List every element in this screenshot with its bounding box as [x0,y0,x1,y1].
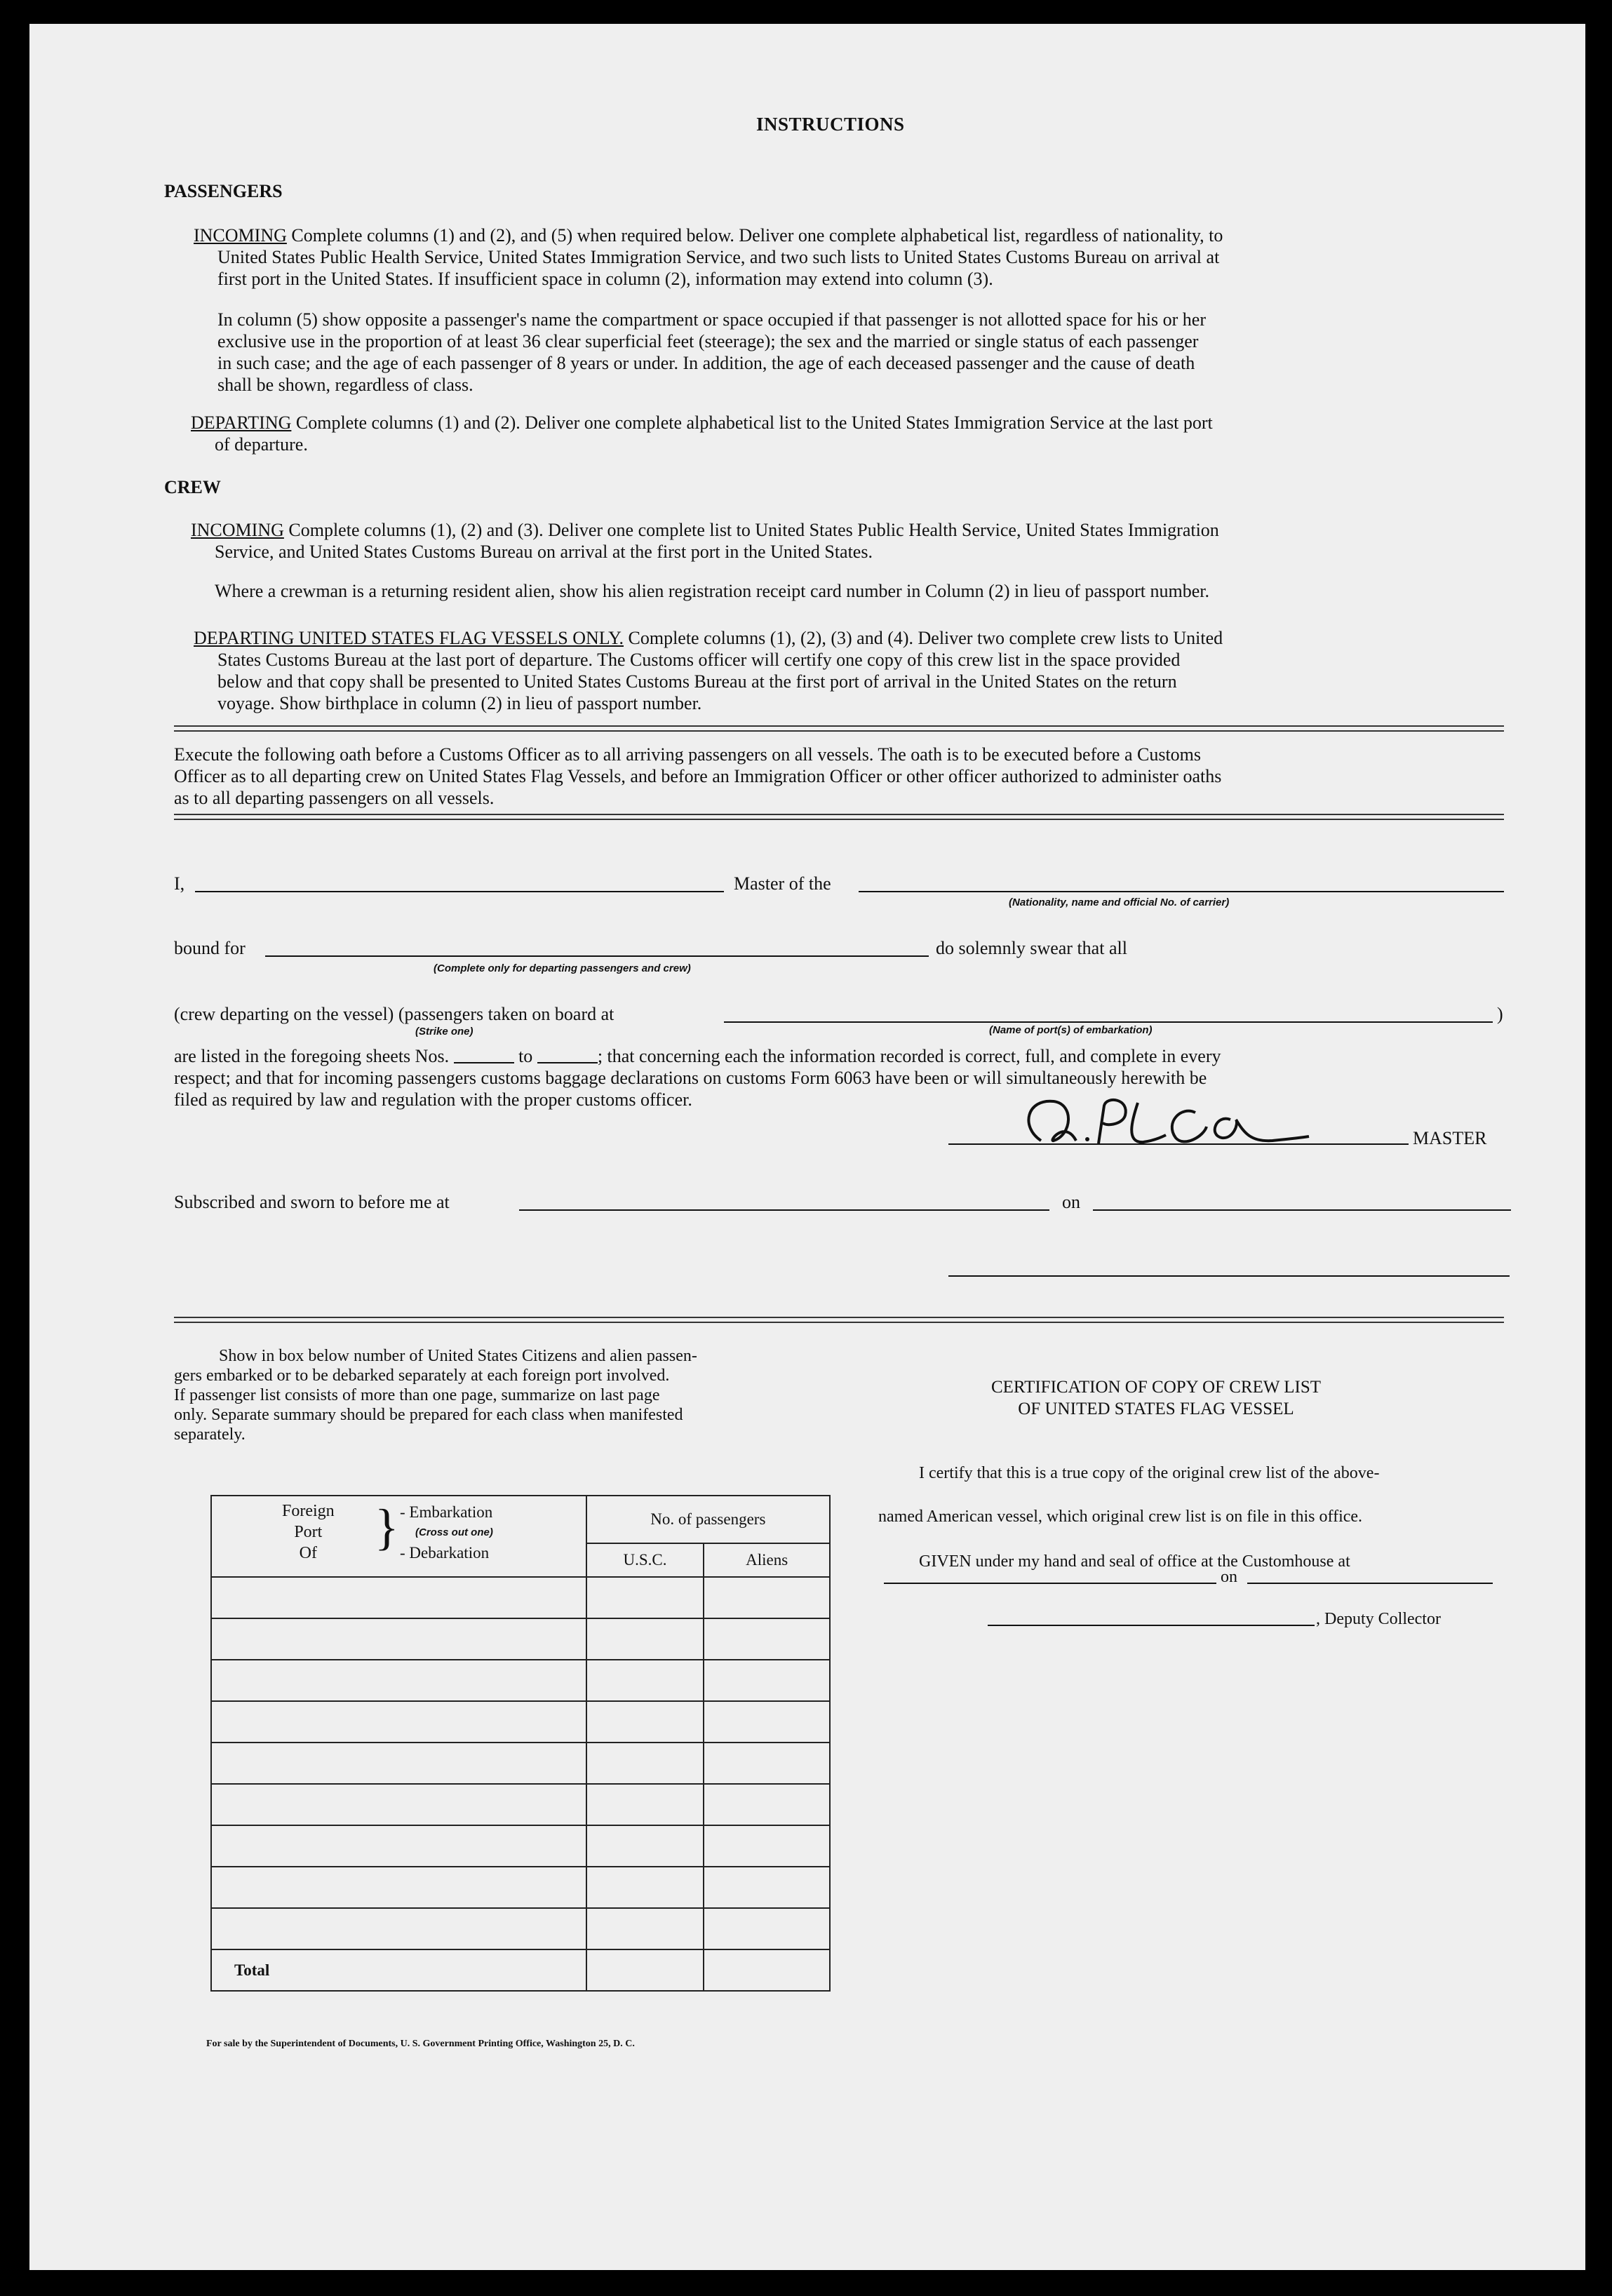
oath-line-3: filed as required by law and regulation with the proper customs officer. [174,1089,692,1110]
foreign-label: Foreign [282,1502,335,1520]
table-row [211,1825,830,1867]
aliens-cell[interactable] [704,1743,830,1784]
certification-title-line: OF UNITED STATES FLAG VESSEL [1018,1399,1294,1418]
crew-incoming [191,519,1219,563]
usc-cell[interactable] [586,1660,704,1701]
port-cell[interactable] [211,1867,586,1908]
incoming-line: Complete columns (1) and (2), and (5) when required below. Deliver one complete alphabetical list, regardless of nationality, to [291,225,1223,246]
crew-incoming-line: Complete columns (1), (2) and (3). Deliver one complete list to United States Public Health Service, United States Immigration [288,520,1219,540]
crew-departing-label: DEPARTING UNITED STATES FLAG VESSELS ONLY. [194,628,624,648]
oath-instructions-line: Execute the following oath before a Customs Officer as to all arriving passengers on all vessels. The oath is to be executed before a Customs [174,744,1202,765]
listed-line [174,1045,1221,1067]
subscribed-label: Subscribed and sworn to before me at [174,1192,450,1212]
summary-instructions-line: If passenger list consists of more than one page, summarize on last page [174,1386,660,1404]
to-label: to [518,1046,533,1066]
total-usc-cell[interactable] [586,1949,704,1991]
summary-instructions-line: Show in box below number of United States Citizens and alien passen- [219,1347,697,1365]
listed-prefix: are listed in the foregoing sheets Nos. [174,1046,450,1066]
aliens-cell[interactable] [704,1701,830,1743]
passenger-summary-table [210,1495,831,1992]
foreign-port-header [211,1496,586,1577]
form-page [29,24,1585,2270]
listed-suffix: ; that concerning each the information recorded is correct, full, and complete in every [597,1046,1221,1066]
oath-instructions [174,744,1221,809]
master-signature [1020,1092,1315,1156]
table-row [211,1660,830,1701]
aliens-cell[interactable] [704,1867,830,1908]
incoming-line: United States Public Health Service, United States Immigration Service, and two such lists to United States Customs Bureau on arrival at [217,247,1220,267]
port-cell[interactable] [211,1701,586,1743]
crew-departing-line: Complete columns (1), (2), (3) and (4). Deliver two complete crew lists to United [628,628,1223,648]
departing-line: Complete columns (1) and (2). Deliver one complete alphabetical list to the United States Immigration Service at the last port [295,412,1213,433]
no-passengers-header: No. of passengers [586,1496,830,1543]
page-title: INSTRUCTIONS [756,114,905,135]
certification-title-line: CERTIFICATION OF COPY OF CREW LIST [990,1378,1322,1397]
column5-line: In column (5) show opposite a passenger's name the compartment or space occupied if that passenger is not allotted space for his or her [217,309,1206,330]
port-of-embarkation-field[interactable] [724,1021,1493,1023]
table-row [211,1784,830,1825]
officer-signature-field[interactable] [948,1275,1510,1277]
bound-for-field[interactable] [265,955,929,957]
aliens-cell[interactable] [704,1784,830,1825]
total-label: Total [211,1949,586,1991]
aliens-cell[interactable] [704,1825,830,1867]
table-row [211,1908,830,1949]
oath-i-label: I, [174,873,185,894]
gpo-footer: For sale by the Superintendent of Documents, U. S. Government Printing Office, Washington 25, D. C. [206,2039,635,2049]
passengers-heading: PASSENGERS [164,181,283,201]
cross-out-caption: (Cross out one) [415,1526,493,1538]
carrier-field[interactable] [859,891,1504,892]
table-row [211,1701,830,1743]
certify-date-field[interactable] [1247,1583,1493,1584]
of-label: Of [299,1544,317,1562]
certify-line-1: I certify that this is a true copy of the original crew list of the above- [919,1464,1380,1482]
aliens-cell[interactable] [704,1577,830,1618]
sheet-from-field[interactable] [454,1062,514,1063]
passengers-column5 [217,309,1206,396]
oath-instructions-line: Officer as to all departing crew on United States Flag Vessels, and before an Immigration Officer or other officer authorized to administer oaths [174,766,1222,786]
nationality-caption: (Nationality, name and official No. of carrier) [1009,897,1230,908]
crew-departing-label-line: (crew departing on the vessel) (passengers taken on board at [174,1004,614,1024]
passengers-departing [191,412,1213,455]
swear-label: do solemnly swear that all [936,938,1127,958]
on-label: on [1062,1192,1080,1212]
departing-line: of departure. [215,434,308,455]
table-row [211,1867,830,1908]
port-cell[interactable] [211,1743,586,1784]
usc-cell[interactable] [586,1908,704,1949]
total-row [211,1949,830,1991]
certify-on-label: on [1221,1568,1237,1586]
port-cell[interactable] [211,1784,586,1825]
sworn-on-date-field[interactable] [1093,1209,1511,1211]
usc-cell[interactable] [586,1743,704,1784]
oath-line-2: respect; and that for incoming passengers customs baggage declarations on customs Form 6063 have been or will simultaneously herewith be [174,1068,1207,1088]
certification-title [847,1376,1465,1420]
usc-cell[interactable] [586,1701,704,1743]
sheet-to-field[interactable] [537,1062,598,1063]
usc-header: U.S.C. [586,1543,704,1577]
embarkation-label: - Embarkation [400,1503,493,1521]
double-rule [174,814,1504,820]
total-aliens-cell[interactable] [704,1949,830,1991]
table-row [211,1577,830,1618]
summary-instructions-line: only. Separate summary should be prepared for each class when manifested [174,1406,683,1424]
aliens-cell[interactable] [704,1660,830,1701]
usc-cell[interactable] [586,1825,704,1867]
aliens-cell[interactable] [704,1618,830,1660]
port-label: Port [294,1523,323,1541]
crew-incoming-line: Service, and United States Customs Bureau on arrival at the first port in the United States. [215,542,873,562]
port-cell[interactable] [211,1660,586,1701]
usc-cell[interactable] [586,1618,704,1660]
ports-caption: (Name of port(s) of embarkation) [989,1024,1153,1036]
close-paren: ) [1497,1004,1503,1024]
strike-one-caption: (Strike one) [415,1026,473,1038]
brace-glyph: } [375,1499,399,1555]
usc-cell[interactable] [586,1867,704,1908]
usc-cell[interactable] [586,1784,704,1825]
crew-resident-alien: Where a crewman is a returning resident alien, show his alien registration receipt card number in Column (2) in lieu of passport number. [215,581,1210,601]
summary-instructions-line: gers embarked or to be debarked separately at each foreign port involved. [174,1367,670,1385]
column5-line: in such case; and the age of each passenger of 8 years or under. In addition, the age of each deceased passenger and the cause of death [217,353,1195,373]
crew-departing-line: States Customs Bureau at the last port of departure. The Customs officer will certify one copy of this crew list in the space provided [217,650,1181,670]
sworn-at-field[interactable] [519,1209,1049,1211]
port-cell[interactable] [211,1577,586,1618]
certify-line-3: GIVEN under my hand and seal of office at the Customhouse at [919,1552,1350,1571]
customhouse-field[interactable] [884,1583,1216,1584]
port-cell[interactable] [211,1825,586,1867]
certify-line-2: named American vessel, which original crew list is on file in this office. [878,1508,1363,1526]
port-cell[interactable] [211,1908,586,1949]
debarkation-label: - Debarkation [400,1544,490,1562]
usc-cell[interactable] [586,1577,704,1618]
crew-departing-line: voyage. Show birthplace in column (2) in lieu of passport number. [217,693,702,713]
bound-for-label: bound for [174,938,246,958]
master-signature-line[interactable] [948,1143,1409,1145]
crew-heading: CREW [164,477,221,497]
column5-line: exclusive use in the proportion of at least 36 clear superficial feet (steerage); the sex and the married or single status of each passenger [217,331,1199,351]
table-row [211,1618,830,1660]
deputy-collector-signature-field[interactable] [988,1625,1315,1626]
summary-instructions [174,1346,819,1444]
crew-departing-line: below and that copy shall be presented to United States Customs Bureau at the first port of arrival in the United States on the return [217,671,1177,692]
incoming-label: INCOMING [194,225,287,246]
departing-label: DEPARTING [191,412,292,433]
incoming-line: first port in the United States. If insufficient space in column (2), information may extend into column (3). [217,269,993,289]
column5-line: shall be shown, regardless of class. [217,375,473,395]
deputy-collector-label: , Deputy Collector [1316,1610,1441,1628]
aliens-header: Aliens [704,1543,830,1577]
master-name-field[interactable] [195,891,724,892]
crew-incoming-label: INCOMING [191,520,284,540]
aliens-cell[interactable] [704,1908,830,1949]
port-cell[interactable] [211,1618,586,1660]
double-rule [174,1317,1504,1323]
master-of-the-label: Master of the [734,873,831,894]
table-row [211,1743,830,1784]
summary-instructions-line: separately. [174,1425,246,1444]
master-label: MASTER [1413,1128,1487,1148]
bound-caption: (Complete only for departing passengers and crew) [434,962,691,974]
double-rule [174,725,1504,732]
oath-instructions-line: as to all departing passengers on all vessels. [174,788,495,808]
crew-departing [194,627,1223,714]
passengers-incoming [194,224,1223,290]
